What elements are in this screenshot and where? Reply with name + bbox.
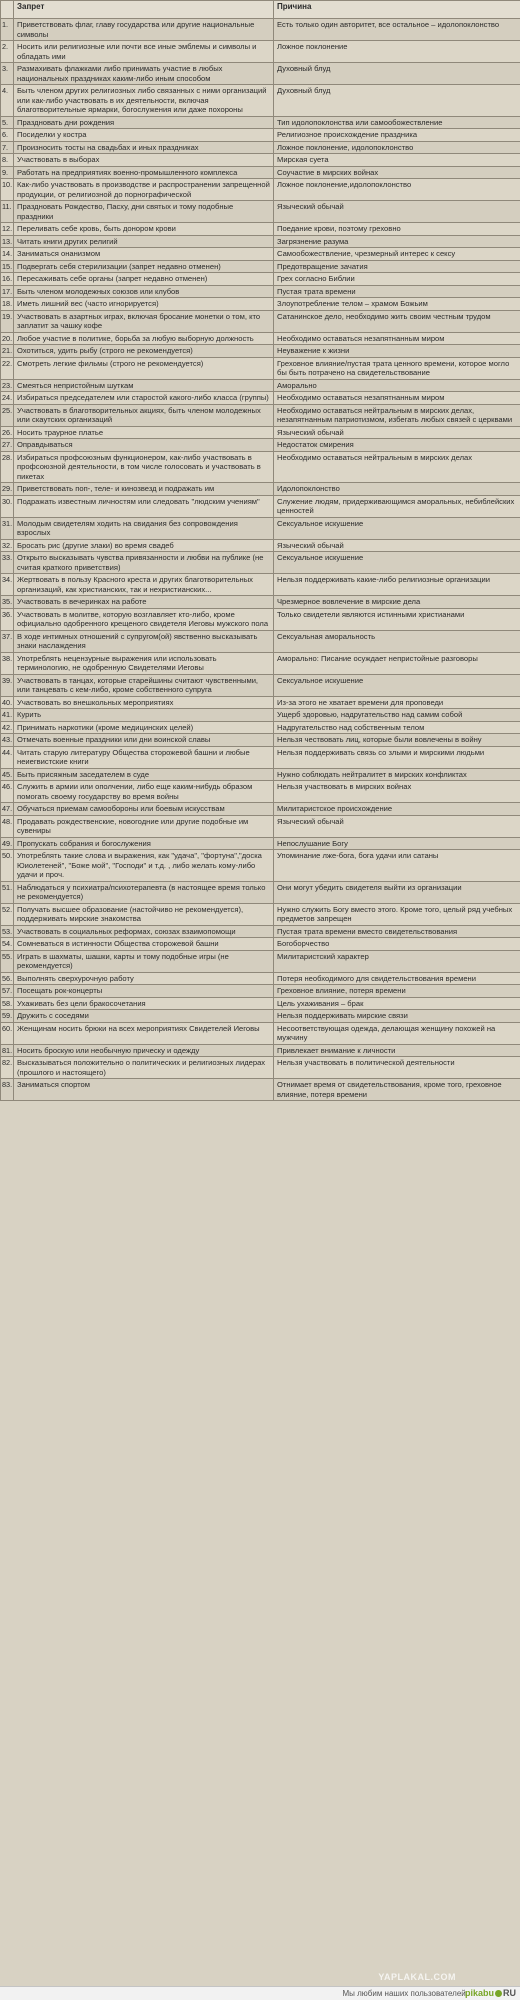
table-row <box>1 273 520 286</box>
watermark-text: YAPLAKAL.COM <box>378 1972 456 1982</box>
row-ban: Оправдываться <box>14 439 274 452</box>
row-reason: Необходимо оставаться нейтральным в мирских делах <box>274 451 520 483</box>
row-reason: Поедание крови, поэтому греховно <box>274 223 520 236</box>
row-number: 54. <box>2 939 13 948</box>
table-row <box>1 129 520 142</box>
row-reason: Необходимо оставаться нейтральным в мирских делах, незапятнанным патриотизмом, избегать любых связей с церквами <box>274 404 520 426</box>
row-number: 58. <box>2 998 13 1008</box>
table-row <box>1 746 520 768</box>
row-number: 52. <box>1 903 14 925</box>
row-number: 46. <box>1 781 14 803</box>
row-ban: Произносить тосты на свадьбах и иных праздниках <box>14 141 274 154</box>
row-ban: Как-либо участвовать в производстве и распространении запрещенной продукции, от религиозной до порнографической <box>14 179 274 201</box>
row-ban: Дружить с соседями <box>14 1010 274 1023</box>
table-row <box>1 332 520 345</box>
table-row <box>1 696 520 709</box>
table-row <box>1 985 520 998</box>
row-ban: Быть членом молодежных союзов или клубов <box>14 285 274 298</box>
table-row <box>1 357 520 379</box>
table-row <box>1 903 520 925</box>
table-row <box>1 709 520 722</box>
row-reason: Сатанинское дело, необходимо жить своим честным трудом <box>274 310 520 332</box>
row-reason: Отнимает время от свидетельствования, кроме того, греховное влияние, потеря времени <box>274 1079 520 1101</box>
table-row <box>1 19 520 41</box>
table-row <box>1 938 520 951</box>
row-number: 55. <box>1 950 14 972</box>
row-ban: Получать высшее образование (настойчиво не рекомендуется), поддерживать мирские знакомства <box>14 903 274 925</box>
row-ban: Курить <box>14 709 274 722</box>
row-number: 20. <box>2 333 13 343</box>
row-number: 8. <box>1 154 14 167</box>
row-number: 53. <box>2 926 13 936</box>
row-ban: Любое участие в политике, борьба за любую выборную должность <box>14 332 274 345</box>
row-ban: Обучаться приемам самообороны или боевым искусствам <box>14 803 274 816</box>
row-ban: Женщинам носить брюки на всех мероприятиях Свидетелей Иеговы <box>14 1022 274 1044</box>
row-ban: Избираться председателем или старостой какого-либо класса (группы) <box>14 392 274 405</box>
row-number: 27. <box>2 440 13 449</box>
row-reason: Аморально <box>274 379 520 392</box>
row-number: 30. <box>1 495 14 517</box>
row-ban: Заниматься спортом <box>14 1079 274 1101</box>
footer-slogan: Мы любим наших пользователей. <box>342 1989 468 1998</box>
row-number: 56. <box>2 973 13 983</box>
row-reason: Нужно служить Богу вместо этого. Кроме того, целый ряд учебных предметов запрещен <box>274 903 520 925</box>
table-row <box>1 815 520 837</box>
table-row <box>1 404 520 426</box>
row-ban: Жертвовать в пользу Красного креста и других благотворительных организаций, как христианских, так и нехристианских... <box>14 574 274 596</box>
row-number: 13. <box>2 236 13 246</box>
row-number: 6. <box>1 129 14 142</box>
table-row <box>1 630 520 652</box>
row-ban: Наблюдаться у психиатра/психотерапевта (в настоящее время только не рекомендуется) <box>14 881 274 903</box>
row-reason: Из-за этого не хватает времени для проповеди <box>274 696 520 709</box>
row-number: 38. <box>1 652 14 674</box>
row-reason: Самообожествление, чрезмерный интерес к сексу <box>274 248 520 261</box>
row-reason: Нельзя поддерживать мирские связи <box>274 1010 520 1023</box>
row-ban: Сомневаться в истинности Общества сторожевой башни <box>14 938 274 951</box>
row-number: 3. <box>1 63 14 85</box>
row-number: 11. <box>1 201 14 223</box>
row-reason: Есть только один авторитет, все остальное – идолопоклонство <box>274 19 520 41</box>
header-number <box>1 1 14 19</box>
site-footer <box>0 1986 520 2000</box>
row-ban: Приветствовать флаг, главу государства или другие национальные символы <box>14 19 274 41</box>
row-reason: Надругательство над собственным телом <box>274 721 520 734</box>
row-reason: Языческий обычай <box>274 815 520 837</box>
row-reason: Тип идолопоклонства или самообожествление <box>274 116 520 129</box>
row-number: 24. <box>2 393 13 402</box>
row-reason: Милитаристское происхождение <box>274 803 520 816</box>
row-reason: Несоответствующая одежда, делающая женщину похожей на мужчину <box>274 1022 520 1044</box>
row-reason: Необходимо оставаться незапятнанным миром <box>274 332 520 345</box>
row-number: 2. <box>1 41 14 63</box>
table-row <box>1 674 520 696</box>
row-number: 50. <box>1 850 14 882</box>
table-row <box>1 285 520 298</box>
row-reason: Сексуальное искушение <box>274 517 520 539</box>
row-number: 47. <box>2 804 13 813</box>
row-ban: Посещать рок-концерты <box>14 985 274 998</box>
row-ban: Участвовать в социальных реформах, союзах взаимопомощи <box>14 925 274 938</box>
row-number: 19. <box>1 310 14 332</box>
row-number: 33. <box>1 552 14 574</box>
row-ban: Пропускать собрания и богослужения <box>14 837 274 850</box>
row-ban: Участвовать в благотворительных акциях, быть членом молодежных или скаутских организаций <box>14 404 274 426</box>
row-ban: Пересаживать себе органы (запрет недавно отменен) <box>14 273 274 286</box>
row-reason: Соучастие в мирских войнах <box>274 166 520 179</box>
row-number: 40. <box>2 697 13 707</box>
row-ban: Иметь лишний вес (часто игнорируется) <box>14 298 274 311</box>
row-ban: Ухаживать без цели бракосочетания <box>14 997 274 1010</box>
row-number: 7. <box>1 141 14 154</box>
row-reason: Сексуальное искушение <box>274 552 520 574</box>
header-reason: Причина <box>274 1 520 19</box>
row-ban: Работать на предприятиях военно-промышленного комплекса <box>14 166 274 179</box>
row-ban: Посиделки у костра <box>14 129 274 142</box>
row-number: 5. <box>1 116 14 129</box>
row-number: 14. <box>2 249 13 258</box>
row-ban: Быть членом других религиозных либо связанных с ними организаций или как-либо участвовать в их деятельности, включая благотворительные ярмарки, богослужения или даже похороны <box>14 85 274 117</box>
row-reason: Сексуальное искушение <box>274 674 520 696</box>
table-row <box>1 1022 520 1044</box>
row-ban: Праздновать дни рождения <box>14 116 274 129</box>
row-number: 36. <box>1 608 14 630</box>
row-reason: Духовный блуд <box>274 85 520 117</box>
row-number: 9. <box>1 166 14 179</box>
row-reason: Неуважение к жизни <box>274 345 520 358</box>
table-row <box>1 179 520 201</box>
table-row <box>1 141 520 154</box>
row-ban: Смеяться непристойным шуткам <box>14 379 274 392</box>
row-ban: Играть в шахматы, шашки, карты и тому подобные игры (не рекомендуется) <box>14 950 274 972</box>
row-reason: Греховное влияние, потеря времени <box>274 985 520 998</box>
table-row <box>1 803 520 816</box>
table-row <box>1 85 520 117</box>
table-row <box>1 972 520 985</box>
row-reason: Упоминание лже-бога, бога удачи или сатаны <box>274 850 520 882</box>
table-row <box>1 426 520 439</box>
row-reason: Пустая трата времени вместо свидетельствования <box>274 925 520 938</box>
row-ban: Принимать наркотики (кроме медицинских целей) <box>14 721 274 734</box>
table-row <box>1 451 520 483</box>
row-reason: Только свидетели являются истинными христианами <box>274 608 520 630</box>
row-number: 21. <box>2 346 13 355</box>
row-number: 35. <box>2 597 13 606</box>
row-number: 82. <box>1 1057 14 1079</box>
table-row <box>1 837 520 850</box>
row-ban: Продавать рождественские, новогодние или другие подобные им сувениры <box>14 815 274 837</box>
row-reason: Необходимо оставаться незапятнанным миром <box>274 392 520 405</box>
table-row <box>1 235 520 248</box>
row-reason: Пустая трата времени <box>274 285 520 298</box>
row-reason: Цель ухаживания – брак <box>274 997 520 1010</box>
table-body <box>1 19 520 1101</box>
table-row <box>1 1057 520 1079</box>
table-row <box>1 997 520 1010</box>
row-ban: Размахивать флажками либо принимать участие в любых национальных праздниках каким-либо иным способом <box>14 63 274 85</box>
row-ban: Высказываться положительно о политических и религиозных лидерах (прошлого и настоящего) <box>14 1057 274 1079</box>
table-row <box>1 345 520 358</box>
row-number: 28. <box>1 451 14 483</box>
row-ban: Подвергать себя стерилизации (запрет недавно отменен) <box>14 260 274 273</box>
row-ban: Избираться профсоюзным функционером, как-либо участвовать в профсоюзной деятельности, в том числе голосовать и участвовать в пикетах <box>14 451 274 483</box>
row-reason: Милитаристский характер <box>274 950 520 972</box>
table-row <box>1 439 520 452</box>
row-number: 60. <box>1 1022 14 1044</box>
row-number: 41. <box>2 710 13 719</box>
row-ban: Охотиться, удить рыбу (строго не рекомендуется) <box>14 345 274 358</box>
row-number: 83. <box>1 1079 14 1101</box>
header-ban: Запрет <box>14 1 274 19</box>
row-number: 44. <box>1 746 14 768</box>
row-reason: Богоборчество <box>274 938 520 951</box>
table-row <box>1 154 520 167</box>
row-number: 49. <box>2 838 13 848</box>
row-ban: Участвовать во внешкольных мероприятиях <box>14 696 274 709</box>
row-ban: Участвовать в вечеринках на работе <box>14 596 274 609</box>
row-ban: Употреблять такие слова и выражения, как "удача", "фортуна","доска Юиолетеней", "Боже мой", "Господи" и т.д. , либо желать кому-либо удачи и проч. <box>14 850 274 882</box>
row-number: 15. <box>2 261 13 271</box>
table-row <box>1 1044 520 1057</box>
row-ban: Молодым свидетелям ходить на свидания без сопровождения взрослых <box>14 517 274 539</box>
table-row <box>1 310 520 332</box>
row-reason: Духовный блуд <box>274 63 520 85</box>
row-number: 25. <box>1 404 14 426</box>
table-row <box>1 223 520 236</box>
table-row <box>1 721 520 734</box>
row-reason: Нельзя участвовать в мирских войнах <box>274 781 520 803</box>
row-ban: Носить броскую или необычную прическу и одежду <box>14 1044 274 1057</box>
table-row <box>1 260 520 273</box>
row-number: 81. <box>2 1045 13 1055</box>
row-reason: Ущерб здоровью, надругательство над самим собой <box>274 709 520 722</box>
row-number: 59. <box>2 1011 13 1020</box>
row-number: 43. <box>2 735 13 744</box>
row-number: 4. <box>1 85 14 117</box>
table-row <box>1 41 520 63</box>
row-number: 37. <box>1 630 14 652</box>
row-reason: Потеря необходимого для свидетельствования времени <box>274 972 520 985</box>
table-row <box>1 596 520 609</box>
row-number: 22. <box>1 357 14 379</box>
row-ban: Участвовать в танцах, которые старейшины считают чувственными, или танцевать с кем-либо, кроме собственного супруга <box>14 674 274 696</box>
row-reason: Мирская суета <box>274 154 520 167</box>
row-ban: Отмечать военные праздники или дни воинской славы <box>14 734 274 747</box>
table-row <box>1 392 520 405</box>
row-number: 29. <box>2 484 13 493</box>
logo-dot-icon <box>495 1990 502 1997</box>
table-row <box>1 166 520 179</box>
row-number: 12. <box>2 224 13 233</box>
row-reason: Идолопоклонство <box>274 483 520 496</box>
row-ban: Читать книги других религий <box>14 235 274 248</box>
row-reason: Ложное поклонение,идолопоклонство <box>274 179 520 201</box>
row-reason: Грех согласно Библии <box>274 273 520 286</box>
table-row <box>1 379 520 392</box>
logo-main-text: pikabu <box>464 1988 494 1998</box>
row-reason: Они могут убедить свидетеля выйти из организации <box>274 881 520 903</box>
row-number: 57. <box>2 986 13 995</box>
row-ban: Смотреть легкие фильмы (строго не рекомендуется) <box>14 357 274 379</box>
row-ban: Заниматься онанизмом <box>14 248 274 261</box>
row-number: 34. <box>1 574 14 596</box>
row-number: 42. <box>2 722 13 732</box>
table-row <box>1 1010 520 1023</box>
row-reason: Аморально: Писание осуждает непристойные разговоры <box>274 652 520 674</box>
table-row <box>1 950 520 972</box>
row-number: 16. <box>2 274 13 283</box>
table-row <box>1 552 520 574</box>
row-ban: В ходе интимных отношений с супругом(ой) явственно высказывать знаки наслаждения <box>14 630 274 652</box>
table-row <box>1 517 520 539</box>
table-row <box>1 734 520 747</box>
row-ban: Выполнять сверхурочную работу <box>14 972 274 985</box>
table-row <box>1 881 520 903</box>
row-reason: Нельзя поддерживать связь со злыми и мирскими людьми <box>274 746 520 768</box>
row-ban: Участвовать в выборах <box>14 154 274 167</box>
row-reason: Злоупотребление телом – храмом Божьим <box>274 298 520 311</box>
row-reason: Религиозное происхождение праздника <box>274 129 520 142</box>
row-ban: Участвовать в азартных играх, включая бросание монетки о том, кто заплатит за чашку кофе <box>14 310 274 332</box>
logo-tail-text: RU <box>503 1988 516 1998</box>
row-ban: Праздновать Рождество, Пасху, дни святых и тому подобные праздники <box>14 201 274 223</box>
table-row <box>1 768 520 781</box>
row-reason: Привлекает внимание к личности <box>274 1044 520 1057</box>
row-number: 26. <box>2 427 13 437</box>
table-header-row <box>1 1 520 19</box>
table-row <box>1 539 520 552</box>
table-row <box>1 248 520 261</box>
row-reason: Нельзя участвовать в политической деятельности <box>274 1057 520 1079</box>
row-number: 48. <box>1 815 14 837</box>
row-reason: Предотвращение зачатия <box>274 260 520 273</box>
row-reason: Нельзя чествовать лиц, которые были вовлечены в войну <box>274 734 520 747</box>
row-number: 1. <box>1 19 14 41</box>
row-reason: Сексуальная аморальность <box>274 630 520 652</box>
table-row <box>1 574 520 596</box>
row-reason: Непослушание Богу <box>274 837 520 850</box>
row-ban: Открыто высказывать чувства привязанности и любви на публике (не считая краткого приветствия) <box>14 552 274 574</box>
row-ban: Носить траурное платье <box>14 426 274 439</box>
table-row <box>1 652 520 674</box>
row-number: 17. <box>2 286 13 296</box>
row-reason: Недостаток смирения <box>274 439 520 452</box>
row-reason: Нужно соблюдать нейтралитет в мирских конфликтах <box>274 768 520 781</box>
row-reason: Загрязнение разума <box>274 235 520 248</box>
row-ban: Подражать известным личностям или следовать "людским учениям" <box>14 495 274 517</box>
table-row <box>1 850 520 882</box>
row-number: 32. <box>2 540 13 550</box>
row-reason: Греховное влияние/пустая трата ценного времени, которое могло бы быть потрачено на свидетельствование <box>274 357 520 379</box>
table-row <box>1 925 520 938</box>
row-reason: Ложное поклонение, идолопоклонство <box>274 141 520 154</box>
row-reason: Языческий обычай <box>274 426 520 439</box>
row-reason: Чрезмерное вовлечение в мирские дела <box>274 596 520 609</box>
row-number: 31. <box>1 517 14 539</box>
pikabu-logo[interactable] <box>465 1988 516 1998</box>
table-row <box>1 495 520 517</box>
row-ban: Переливать себе кровь, быть донором крови <box>14 223 274 236</box>
row-reason: Языческий обычай <box>274 539 520 552</box>
row-ban: Быть присяжным заседателем в суде <box>14 768 274 781</box>
row-number: 45. <box>2 769 13 779</box>
row-ban: Участвовать в молитве, которую возглавляет кто-либо, кроме официально одобренного крещеного свидетеля Иеговы мужского пола <box>14 608 274 630</box>
row-reason: Служение людям, придерживающимся аморальных, небиблейских ценностей <box>274 495 520 517</box>
row-ban: Носить или религиозные или почти все иные эмблемы и символы и обладать ими <box>14 41 274 63</box>
row-number: 39. <box>1 674 14 696</box>
row-ban: Употреблять нецензурные выражения или использовать терминологию, не одобренную Свидетелями Иеговы <box>14 652 274 674</box>
table-row <box>1 63 520 85</box>
row-number: 18. <box>2 299 13 308</box>
row-number: 10. <box>1 179 14 201</box>
table-row <box>1 781 520 803</box>
table-row <box>1 608 520 630</box>
row-ban: Читать старую литературу Общества сторожевой башни и любые неиегвистские книги <box>14 746 274 768</box>
row-number: 23. <box>2 380 13 390</box>
table-row <box>1 201 520 223</box>
row-ban: Приветствовать поп-, теле- и кинозвезд и подражать им <box>14 483 274 496</box>
row-reason: Ложное поклонение <box>274 41 520 63</box>
row-ban: Служить в армии или ополчении, либо еще каким-нибудь образом помогать своему государству во время войны <box>14 781 274 803</box>
row-ban: Бросать рис (другие злаки) во время свадеб <box>14 539 274 552</box>
table-row <box>1 116 520 129</box>
table-row <box>1 298 520 311</box>
table-row <box>1 1079 520 1101</box>
table-row <box>1 483 520 496</box>
row-number: 51. <box>1 881 14 903</box>
row-reason: Нельзя поддерживать какие-либо религиозные организации <box>274 574 520 596</box>
row-reason: Языческий обычай <box>274 201 520 223</box>
